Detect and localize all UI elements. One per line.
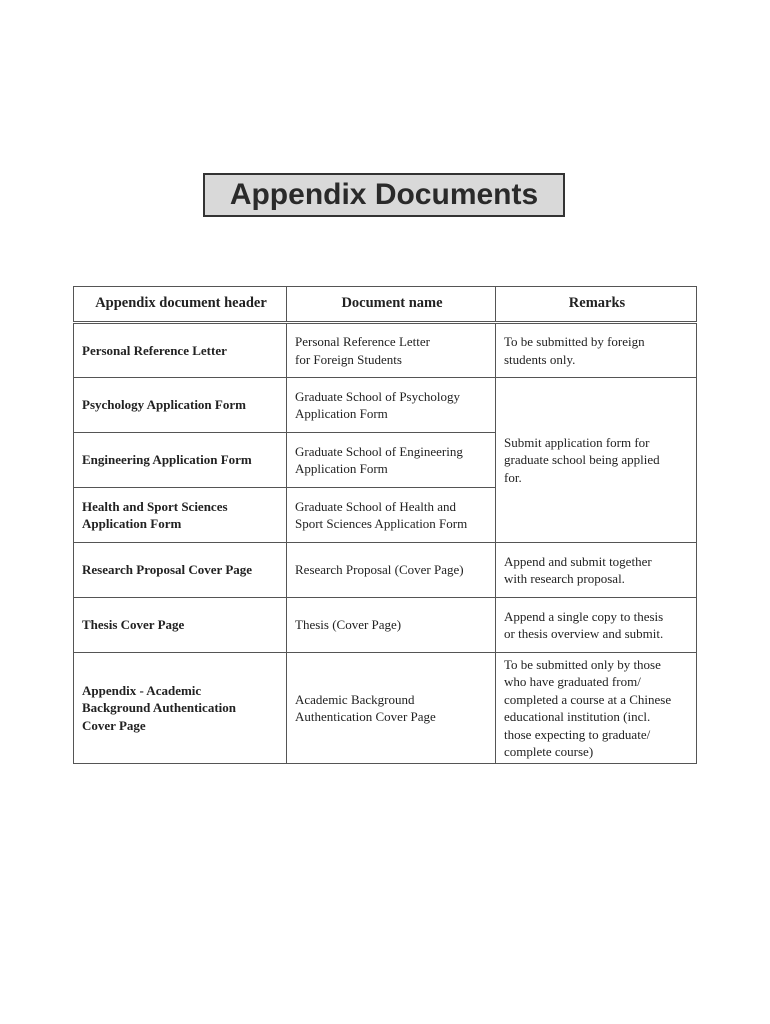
column-header-appendix-document-header: Appendix document header (74, 287, 287, 323)
table-row (74, 378, 697, 433)
appendix-header-cell: Psychology Application Form (74, 378, 287, 433)
merged-remarks-cell: Submit application form for graduate school being applied for. (496, 378, 697, 543)
document-name-cell: Thesis (Cover Page) (287, 598, 496, 653)
appendix-header-cell: Health and Sport Sciences Application Form (74, 488, 287, 543)
document-name-cell: Research Proposal (Cover Page) (287, 543, 496, 598)
page-title: Appendix Documents (229, 178, 539, 211)
remarks-cell: Append a single copy to thesis or thesis overview and submit. (496, 598, 697, 653)
table-row (74, 598, 697, 653)
column-header-remarks: Remarks (496, 287, 697, 323)
document-name-cell: Personal Reference Letter for Foreign Students (287, 323, 496, 378)
appendix-header-cell: Thesis Cover Page (74, 598, 287, 653)
page-title-box (203, 173, 565, 217)
remarks-cell: To be submitted by foreign students only. (496, 323, 697, 378)
document-name-cell: Graduate School of Health and Sport Sciences Application Form (287, 488, 496, 543)
remarks-cell: To be submitted only by those who have graduated from/ completed a course at a Chinese educational institution (incl. those expecting to graduate/ complete course) (496, 653, 697, 764)
table-row (74, 653, 697, 764)
column-header-document-name: Document name (287, 287, 496, 323)
document-name-cell: Graduate School of Engineering Application Form (287, 433, 496, 488)
table-row (74, 543, 697, 598)
appendix-header-cell: Research Proposal Cover Page (74, 543, 287, 598)
appendix-table (73, 286, 697, 764)
remarks-cell: Append and submit together with research proposal. (496, 543, 697, 598)
appendix-header-cell: Appendix - Academic Background Authentication Cover Page (74, 653, 287, 764)
table-header-row (74, 287, 697, 323)
table-row (74, 323, 697, 378)
appendix-header-cell: Personal Reference Letter (74, 323, 287, 378)
document-name-cell: Academic Background Authentication Cover Page (287, 653, 496, 764)
appendix-header-cell: Engineering Application Form (74, 433, 287, 488)
document-name-cell: Graduate School of Psychology Application Form (287, 378, 496, 433)
